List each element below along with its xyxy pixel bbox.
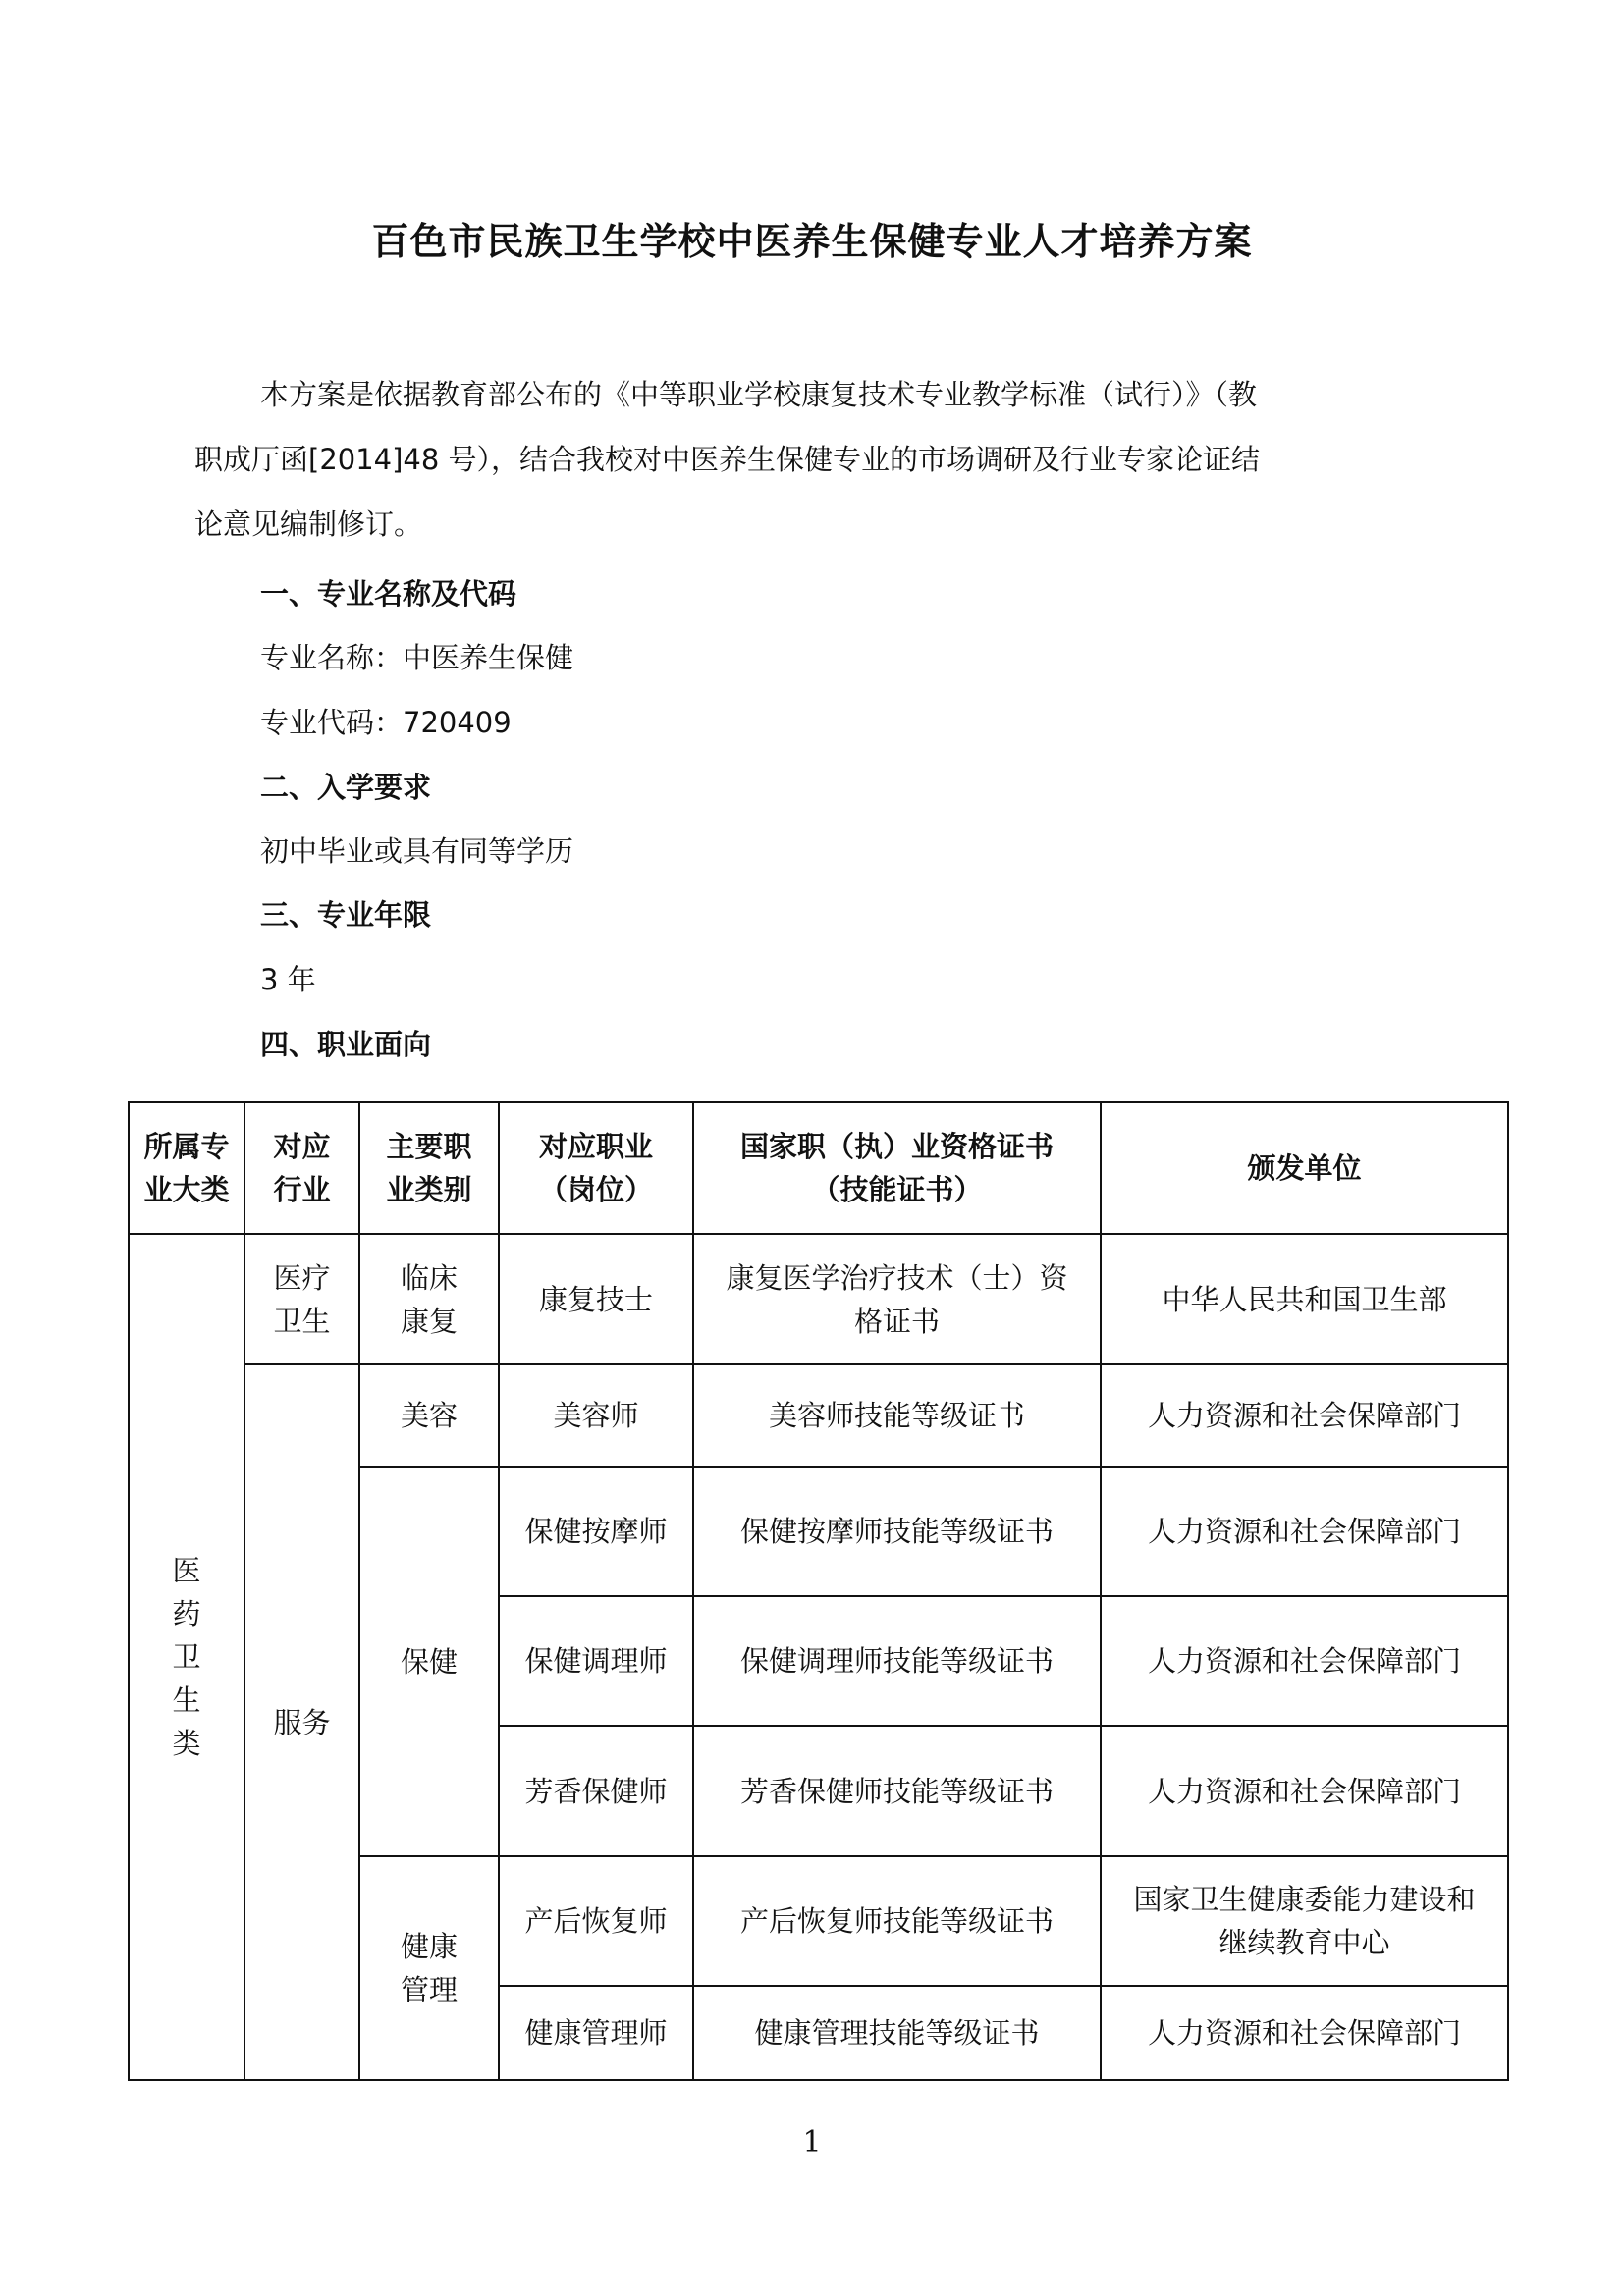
certificate-cell: 芳香保健师技能等级证书 [693,1726,1101,1856]
category-cell: 医 药 卫 生 类 [129,1234,244,2080]
section4-heading: 四、职业面向 [260,1028,432,1061]
career-table [128,1101,1509,2081]
table-row [129,1364,1508,1467]
certificate-cell: 康复医学治疗技术（士）资 格证书 [693,1234,1101,1364]
header-position: 对应职业 （岗位） [499,1102,693,1234]
issuer-cell: 人力资源和社会保障部门 [1101,1986,1508,2080]
position-cell: 美容师 [499,1364,693,1467]
certificate-cell: 产后恢复师技能等级证书 [693,1856,1101,1986]
intro-line-2: 职成厅函[2014]48 号），结合我校对中医养生保健专业的市场调研及行业专家论证结 [194,443,1261,476]
section2-heading: 二、入学要求 [260,771,432,804]
major-name-line: 专业名称：中医养生保健 [260,641,574,674]
section3-heading: 三、专业年限 [260,898,432,932]
job-type-cell: 保健 [359,1467,499,1856]
duration-text: 3 年 [260,963,316,996]
major-code-line: 专业代码：720409 [260,706,512,739]
position-cell: 康复技士 [499,1234,693,1364]
header-industry: 对应 行业 [244,1102,359,1234]
issuer-cell: 国家卫生健康委能力建设和 继续教育中心 [1101,1856,1508,1986]
position-cell: 产后恢复师 [499,1856,693,1986]
page-number: 1 [802,2125,822,2160]
certificate-cell: 健康管理技能等级证书 [693,1986,1101,2080]
job-type-cell: 美容 [359,1364,499,1467]
section1-heading: 一、专业名称及代码 [260,577,517,611]
header-category: 所属专 业大类 [129,1102,244,1234]
position-cell: 芳香保健师 [499,1726,693,1856]
admission-text: 初中毕业或具有同等学历 [260,834,574,868]
certificate-cell: 美容师技能等级证书 [693,1364,1101,1467]
job-type-cell: 临床 康复 [359,1234,499,1364]
position-cell: 保健按摩师 [499,1467,693,1596]
position-cell: 健康管理师 [499,1986,693,2080]
issuer-cell: 人力资源和社会保障部门 [1101,1364,1508,1467]
certificate-cell: 保健按摩师技能等级证书 [693,1467,1101,1596]
table-header-row [129,1102,1508,1234]
issuer-cell: 人力资源和社会保障部门 [1101,1726,1508,1856]
header-job-type: 主要职 业类别 [359,1102,499,1234]
issuer-cell: 人力资源和社会保障部门 [1101,1467,1508,1596]
issuer-cell: 人力资源和社会保障部门 [1101,1596,1508,1726]
header-issuer: 颁发单位 [1101,1102,1508,1234]
position-cell: 保健调理师 [499,1596,693,1726]
job-type-cell: 健康 管理 [359,1856,499,2080]
certificate-cell: 保健调理师技能等级证书 [693,1596,1101,1726]
industry-medical-cell: 医疗 卫生 [244,1234,359,1364]
table-row [129,1234,1508,1364]
issuer-cell: 中华人民共和国卫生部 [1101,1234,1508,1364]
intro-line-3: 论意见编制修订。 [194,507,423,541]
header-certificate: 国家职（执）业资格证书 （技能证书） [693,1102,1101,1234]
document-title: 百色市民族卫生学校中医养生保健专业人才培养方案 [371,219,1253,263]
industry-service-cell: 服务 [244,1364,359,2080]
intro-line-1: 本方案是依据教育部公布的《中等职业学校康复技术专业教学标准（试行）》（教 [260,378,1258,411]
